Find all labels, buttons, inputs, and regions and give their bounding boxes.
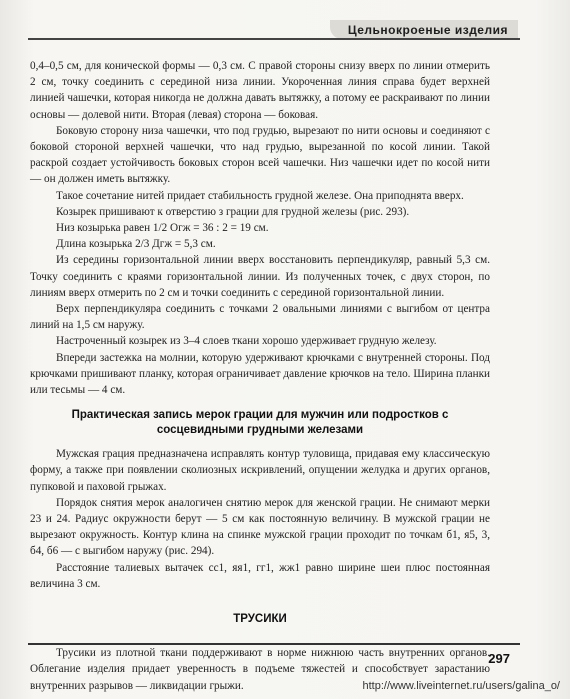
paragraph: Расстояние талиевых вытачек сс1, яя1, гг1, жж1 равно ширине шеи плюс постоянная величина 3 см.: [30, 561, 490, 590]
paragraph: Такое сочетание нитей придает стабильность грудной железе. Она приподнята вверх.: [56, 189, 464, 202]
paragraph: Трусики из плотной ткани поддерживают в норме нижнюю часть внутренних органов. Облегание изделия придает уверенность в подъеме тяжестей и способствует зарастанию внутренних разрывов — ликвидации грыжи.: [30, 647, 490, 692]
section-heading: ТРУСИКИ: [233, 613, 287, 626]
paragraph: Боковую сторону низа чашечки, что под грудью, вырезают по нити основы и соединяют с боковой стороной верхней чашечки, что над грудью, вырезанной по косой линии. Такой раскрой создает устойчивость боковых сторон всей чашечки. Низ чашечки идет по косой нити — он должен иметь вытяжку.: [30, 124, 490, 186]
paragraph: Низ козырька равен 1/2 Огж = 36 : 2 = 19 см.: [56, 222, 269, 235]
paragraph: Настроченный козырек из 3–4 слоев ткани хорошо удерживает грудную железу.: [56, 335, 437, 348]
footer-rule: [28, 643, 520, 645]
paragraph: Длина козырька 2/3 Дгж = 5,3 см.: [56, 238, 216, 251]
page-body: [30, 58, 490, 694]
paragraph: 0,4–0,5 см, для конической формы — 0,3 см. С правой стороны снизу вверх по линии отмерить 2 см, точку соединить с серединой низа линии. Укороченная линия справа будет верхней линией чашечки, которая никогда не должна давать вытяжку, а потому ее раскраивают по линии основы — долевой нити. Вторая (левая) сторона — боковая.: [30, 60, 490, 121]
paragraph: Мужская грация предназначена исправлять контур туловища, придавая ему классическую форму, а также при появлении сколиозных искривлений, опущении желудка и других органов, пупковой и паховой грыжах.: [30, 448, 490, 493]
page-number: 297: [488, 651, 510, 666]
section-title: Цельнокроеные изделия: [330, 20, 518, 39]
paragraph: Верх перпендикуляра соединить с точками 2 овальными линиями с выгибом от центра линий на 1,5 см наружу.: [30, 303, 490, 332]
paragraph: Из середины горизонтальной линии вверх восстановить перпендикуляр, равный 5,3 см. Точку соединить с краями горизонтальной линии. Из полученных точек, с двух сторон, по линиям вверх отмерить по 2 см и точки соединить с серединой горизонтальной линии.: [30, 254, 490, 299]
header-rule: [28, 38, 520, 40]
section-heading: Практическая запись мерок грации для мужчин или подростков с сосцевидными грудными железами: [71, 409, 449, 437]
watermark-url[interactable]: http://www.liveinternet.ru/users/galina_o/: [362, 680, 560, 692]
paragraph: Порядок снятия мерок аналогичен снятию мерок для женской грации. Не снимают мерки 23 и 24. Радиус окружности берут — 5 см как постоянную величину. В мужской грации не вырезают окружность. Контур клина на спинке мужской грации проходит по точкам б1, я5, 3, б4, б6 — с выгибом наружу (рис. 294).: [30, 496, 490, 558]
paragraph: Козырек пришивают к отверстию з грации для грудной железы (рис. 293).: [56, 205, 410, 218]
paragraph: Впереди застежка на молнии, которую удерживают крючками с внутренней стороны. Под крючками пришивают планку, которая ограничивает давление крючков на тело. Ширина планки или тесьмы — 4 см.: [30, 351, 490, 397]
